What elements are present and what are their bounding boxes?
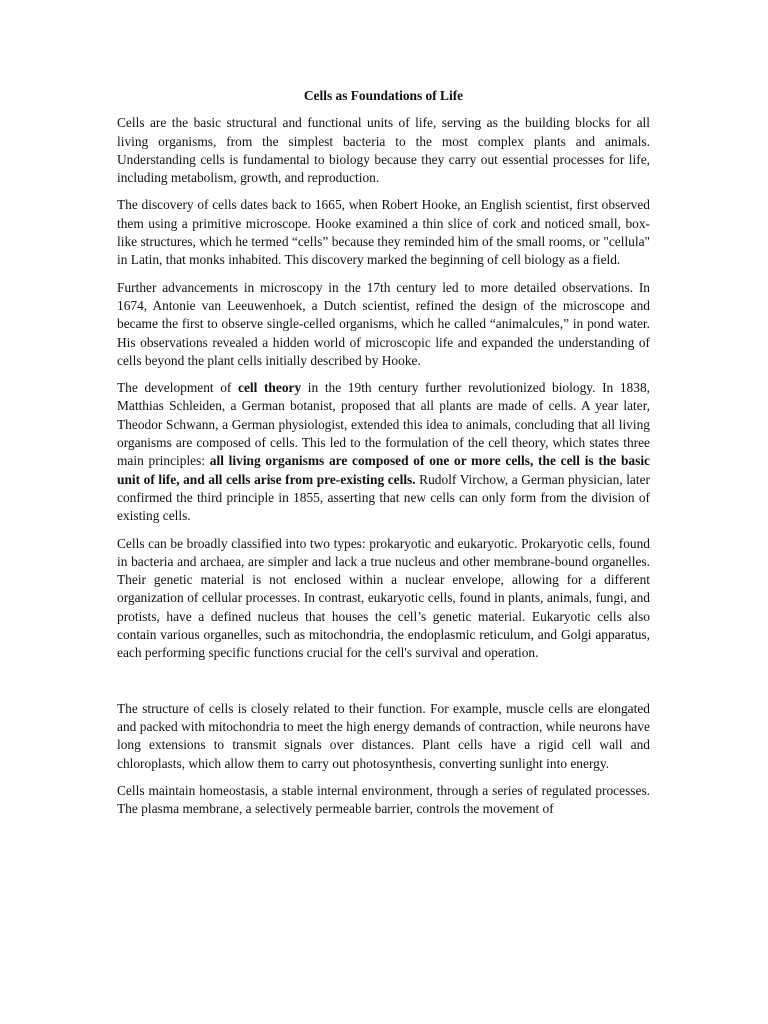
paragraph-cell-types: Cells can be broadly classified into two types: prokaryotic and eukaryotic. Prokaryotic cells, found in bacteria and archaea, are simpler and lack a true nucleus and other membrane-bound organelles. Their genetic material is not enclosed within a nuclear envelope, allowing for a different organization of cellular processes. In contrast, eukaryotic cells, found in plants, animals, fungi, and protists, have a defined nucleus that houses the cell’s genetic material. Eukaryotic cells also contain various organelles, such as mitochondria, the endoplasmic reticulum, and Golgi apparatus, each performing specific functions crucial for the cell's survival and operation. xyxy=(117,535,650,661)
paragraph-cell-theory xyxy=(117,379,650,525)
cell-theory-text-1: The development of xyxy=(117,380,239,396)
cell-theory-text-3: Rudolf Virchow, a German physician, later confirmed the third principle in 1855, asserting that new cells can only form from the division of existing cells. xyxy=(117,471,650,524)
paragraph-structure-function: The structure of cells is closely related to their function. For example, muscle cells are elongated and packed with mitochondria to meet the high energy demands of contraction, while neurons have long extensions to transmit signals over distances. Plant cells have a rigid cell wall and chloroplasts, which allow them to carry out photosynthesis, converting sunlight into energy. xyxy=(117,700,650,771)
paragraph-discovery: The discovery of cells dates back to 1665, when Robert Hooke, an English scientist, first observed them using a primitive microscope. Hooke examined a thin slice of cork and noticed small, box-like structures, which he termed “cells” because they reminded him of the small rooms, or "cellula" in Latin, that monks inhabited. This discovery marked the beginning of cell biology as a field. xyxy=(117,197,650,268)
document-body xyxy=(117,87,650,827)
paragraph-microscopy: Further advancements in microscopy in the 17th century led to more detailed observations. In 1674, Antonie van Leeuwenhoek, a Dutch scientist, refined the design of the microscope and became the first to observe single-celled organisms, which he called “animalcules,” in pond water. His observations revealed a hidden world of microscopic life and expanded the understanding of cells beyond the plant cells initially described by Hooke. xyxy=(117,279,650,368)
document-title: Cells as Foundations of Life xyxy=(303,88,464,103)
cell-theory-principles: all living organisms are composed of one or more cells, the cell is the basic unit of life, and all cells arise from pre-existing cells. xyxy=(117,453,650,487)
cell-theory-term: cell theory xyxy=(238,380,302,396)
paragraph-intro: Cells are the basic structural and functional units of life, serving as the building blocks for all living organisms, from the simplest bacteria to the most complex plants and animals. Understanding cells is fundamental to biology because they carry out essential processes for life, including metabolism, growth, and reproduction. xyxy=(117,115,650,186)
paragraph-homeostasis: Cells maintain homeostasis, a stable internal environment, through a series of regulated processes. The plasma membrane, a selectively permeable barrier, controls the movement of xyxy=(117,782,650,817)
cell-theory-text-2: in the 19th century further revolutionized biology. In 1838, Matthias Schleiden, a German botanist, proposed that all plants are made of cells. A year later, Theodor Schwann, a German physiologist, extended this idea to animals, concluding that all living organisms are composed of cells. This led to the formulation of the cell theory, which states three main principles: xyxy=(117,380,650,469)
